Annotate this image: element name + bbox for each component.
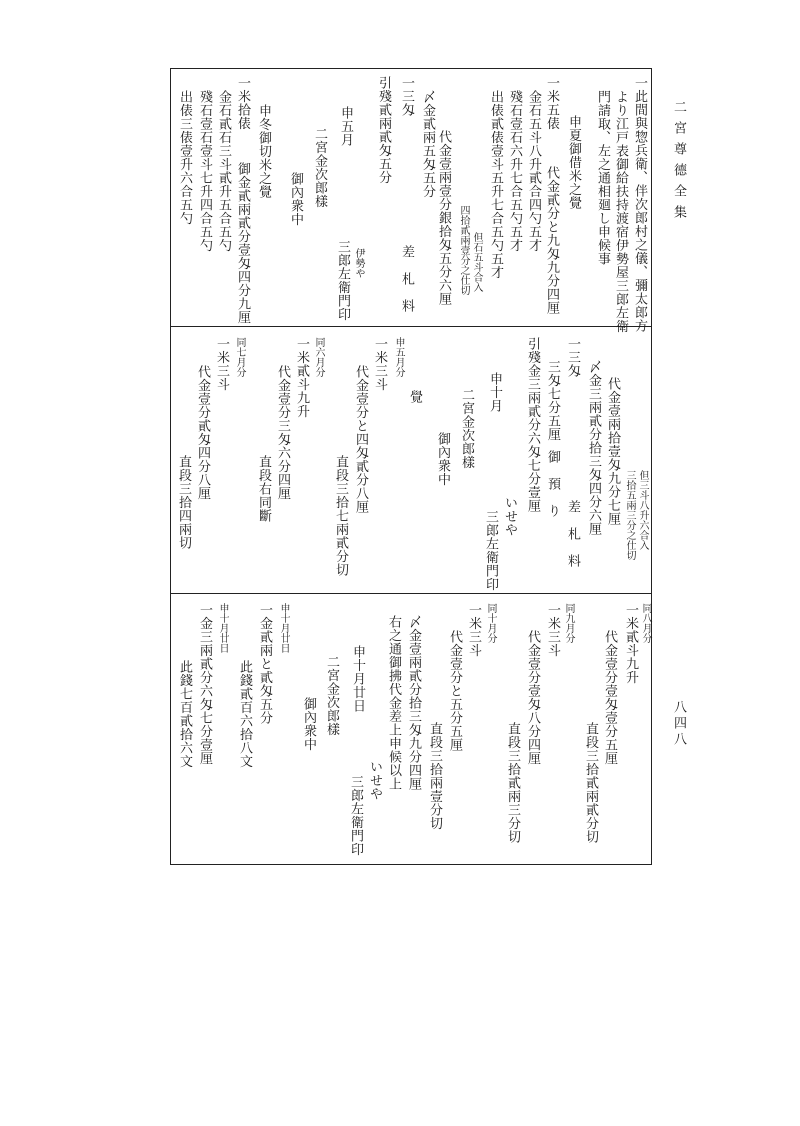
text-column-small: 同九月分 [563, 603, 574, 643]
text-column: 御內衆中 [435, 432, 450, 486]
text-column: いせや [367, 760, 382, 801]
text-column: 〆金三兩貳分拾三匁四分六厘 [586, 360, 601, 536]
page-number: 八四八 [671, 700, 686, 748]
text-column: 〆金貳兩五匁五分 [420, 90, 435, 198]
text-column: 代金壹分と五分五厘 [447, 630, 462, 752]
text-column: 一米五俵 [544, 76, 559, 130]
book-title: 二宮尊德全集 [671, 100, 686, 226]
text-column-small: 同八月分 [640, 603, 651, 643]
text-column-small: 申十月廿日 [278, 603, 289, 653]
text-column: 一米拾俵 [235, 76, 250, 130]
text-column: 代金壹兩壹分銀拾匁五分六厘 [436, 130, 451, 306]
text-column: 此錢七百貳拾六文 [177, 660, 192, 768]
text-column: 覺 [407, 390, 422, 404]
section-divider-2 [170, 593, 652, 594]
text-column: 御內衆中 [288, 172, 303, 226]
text-column: 一米貳斗九升 [294, 337, 309, 418]
text-column: 代金壹兩拾壹匁九分七厘 [605, 377, 620, 526]
text-column-small: 申十月廿日 [217, 603, 228, 653]
text-column: 一金三兩貳分六匁七分壹厘 [197, 603, 212, 765]
text-column: 差 札 料 [399, 245, 414, 313]
text-column: 三郎左衛門印 [335, 240, 350, 321]
text-column: 門請取、左之通相廻し申候事 [595, 90, 610, 266]
text-column-small: 同七月分 [234, 337, 245, 377]
text-column: 一米貳斗九升 [623, 603, 638, 684]
text-column: 一三匁 [399, 76, 414, 117]
text-column: いせや [502, 496, 517, 537]
text-column: 此錢貳百六拾八文 [237, 660, 252, 768]
text-column-small: 但石五斗合入 [471, 232, 482, 292]
text-column: 二宮金次郎樣 [312, 127, 327, 208]
text-column: 出俵貳俵壹斗五升七合五勺五才 [488, 90, 503, 279]
text-column: 直段三拾兩壹分切 [427, 722, 442, 830]
text-column: 御 預 り [545, 450, 560, 518]
text-column: 申十月廿日 [350, 645, 365, 713]
text-column: 二宮金次郎樣 [324, 655, 339, 736]
text-column: 三郎左衛門印 [348, 775, 363, 856]
text-column: 一金貳兩と貳匁五分 [257, 603, 272, 725]
text-column: 代金壹分壹匁壹分五厘 [602, 630, 617, 765]
text-column: 金石貳石三斗貳升五合五勺 [216, 90, 231, 252]
text-column: 一此間與惣兵衛、伴次郎村之儀、彌太郎方 [632, 76, 647, 333]
text-column: 申夏御借米之覺 [566, 115, 581, 210]
text-column: 〆金壹兩貳分拾三匁九分四厘 [406, 615, 421, 791]
text-column: 御金貳兩貳分壹匁四分九厘 [235, 162, 250, 324]
section-divider-1 [170, 326, 652, 327]
text-column: より江戸表御給扶持渡宿伊勢屋三郎左衛 [613, 90, 628, 333]
text-column-small: 但三斗八升六合入 [637, 470, 648, 550]
text-column: 殘石壹石六升七合五勺五才 [507, 90, 522, 252]
text-column: 三匁七分五厘 [545, 360, 560, 441]
text-column-small: 同十月分 [485, 603, 496, 643]
text-column: 殘石壹石壹斗七升四合五勺 [197, 90, 212, 252]
text-column: 一米三斗 [372, 337, 387, 391]
text-column-small: 四拾貳兩壹分之仕切 [458, 205, 469, 295]
text-column-small: 同六月分 [313, 337, 324, 377]
text-column: 二宮金次郎樣 [459, 388, 474, 469]
text-column: 差 札 料 [565, 500, 580, 568]
text-column: 直段三拾貳兩三分切 [505, 722, 520, 844]
text-column: 引殘金三兩貳分六匁七分壹厘 [525, 337, 540, 513]
text-column: 金石五斗八升貳合四勺五才 [526, 90, 541, 252]
text-column: 代金壹分三匁六分四厘 [275, 365, 290, 500]
text-column: 直段三拾四兩切 [176, 455, 191, 550]
text-column: 出俵三俵壹升六合五勺 [177, 90, 192, 225]
text-column: 代金壹分と四匁貳分八厘 [353, 365, 368, 514]
text-column-small: 伊勢や [353, 248, 364, 278]
text-column: 御內衆中 [301, 697, 316, 751]
text-column: 申冬御切米之覺 [256, 104, 271, 199]
text-column: 引殘貳兩貳匁五分 [376, 76, 391, 184]
text-column: 三郎左衛門印 [483, 510, 498, 591]
text-column: 直段三拾七兩貳分切 [333, 455, 348, 577]
text-column: 代金壹分貳匁四分八厘 [195, 365, 210, 500]
text-column: 一米三斗 [214, 337, 229, 391]
text-column: 申十月 [487, 372, 502, 413]
text-column: 代金壹分壹匁八分四厘 [525, 630, 540, 765]
text-column: 申五月 [338, 106, 353, 147]
text-column: 一三匁 [565, 337, 580, 378]
text-column-small: 申五月分 [393, 337, 404, 377]
text-column: 一米三斗 [545, 603, 560, 657]
text-column-small: 三拾五兩三分之仕切 [624, 470, 635, 560]
text-column: 直段三拾貳兩貳分切 [583, 722, 598, 844]
text-column: 代金貳分と九匁九分四厘 [544, 166, 559, 315]
text-column: 直段右同斷 [256, 455, 271, 523]
text-column: 右之通御拂代金差上申候以上 [386, 615, 401, 791]
text-column: 一米三斗 [466, 603, 481, 657]
